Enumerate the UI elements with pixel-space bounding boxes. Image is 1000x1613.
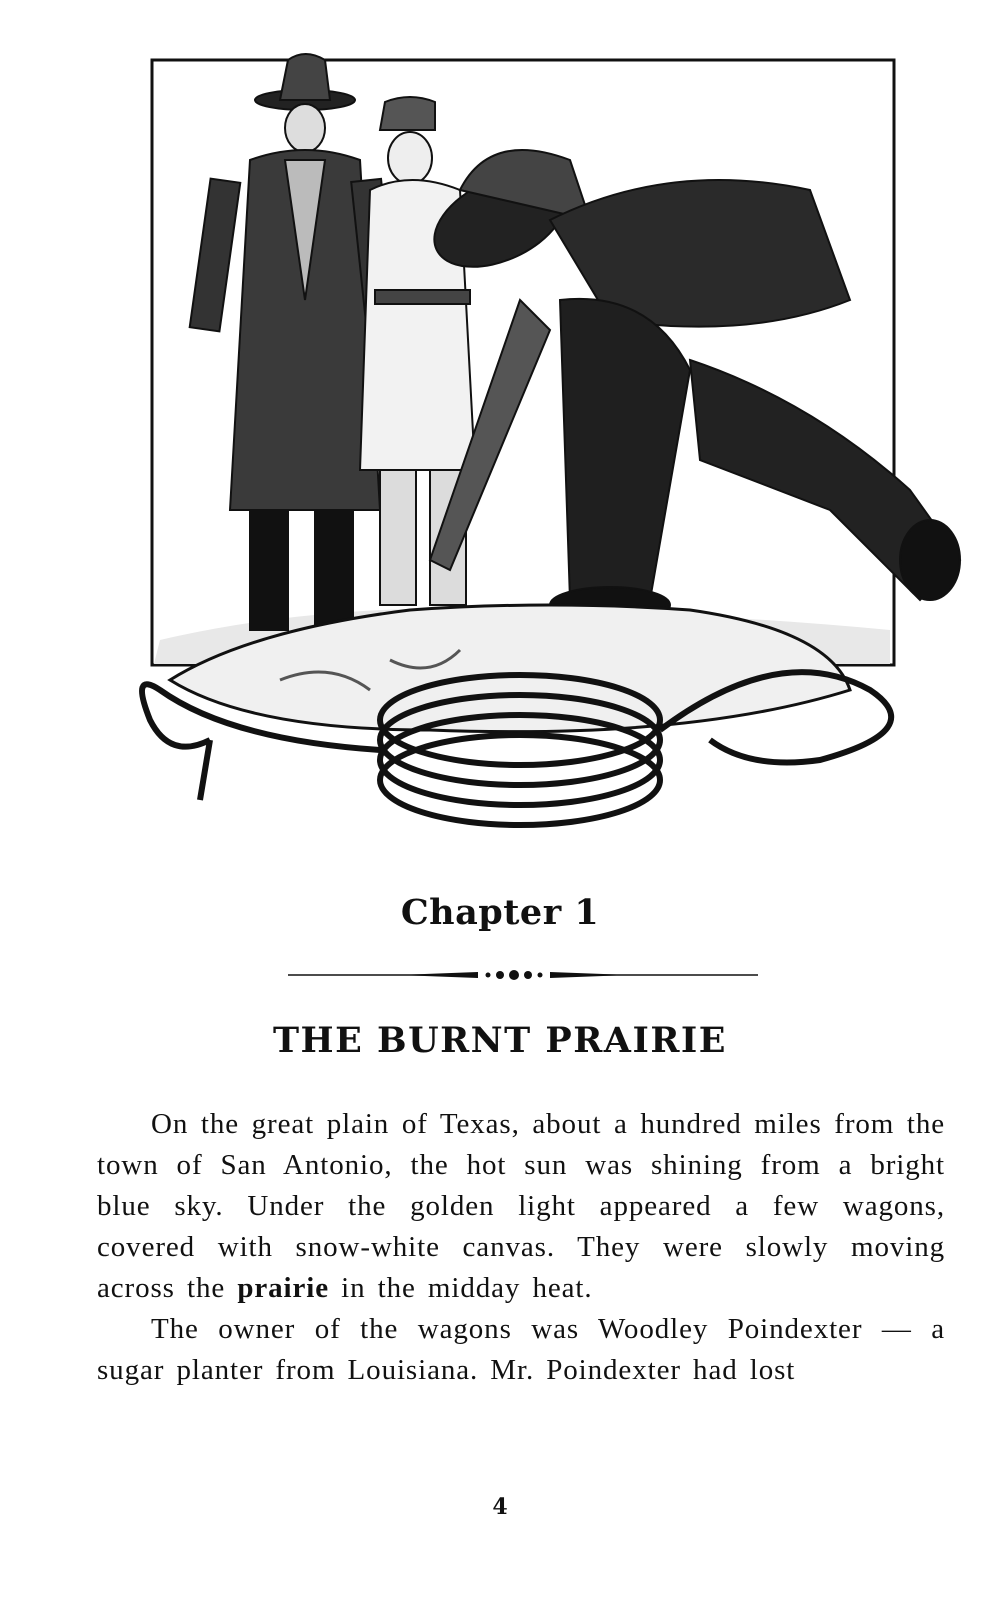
chapter-illustration <box>130 40 985 840</box>
western-scene-illustration <box>130 40 985 840</box>
chapter-body-text <box>97 1104 945 1391</box>
paragraph-1 <box>97 1104 945 1309</box>
chapter-ornament-divider <box>288 962 758 988</box>
chapter-title: THE BURNT PRAIRIE <box>273 1020 727 1061</box>
chapter-number: Chapter 1 <box>400 892 600 933</box>
paragraph-1-text-end: in the midday heat. <box>328 1272 593 1304</box>
paragraph-2: The owner of the wagons was Woodley Poindexter — a sugar planter from Louisiana. Mr. Poindexter had lost <box>97 1313 945 1386</box>
page-number: 4 <box>492 1494 508 1520</box>
bold-term-prairie: prairie <box>237 1272 329 1304</box>
paragraph-1-text: On the great plain of Texas, about a hundred miles from the town of San Antonio, the hot sun was shining from a bright blue sky. Under the golden light appeared a few wagons, covered with snow-white canvas. They were slowly moving across the <box>97 1108 945 1304</box>
